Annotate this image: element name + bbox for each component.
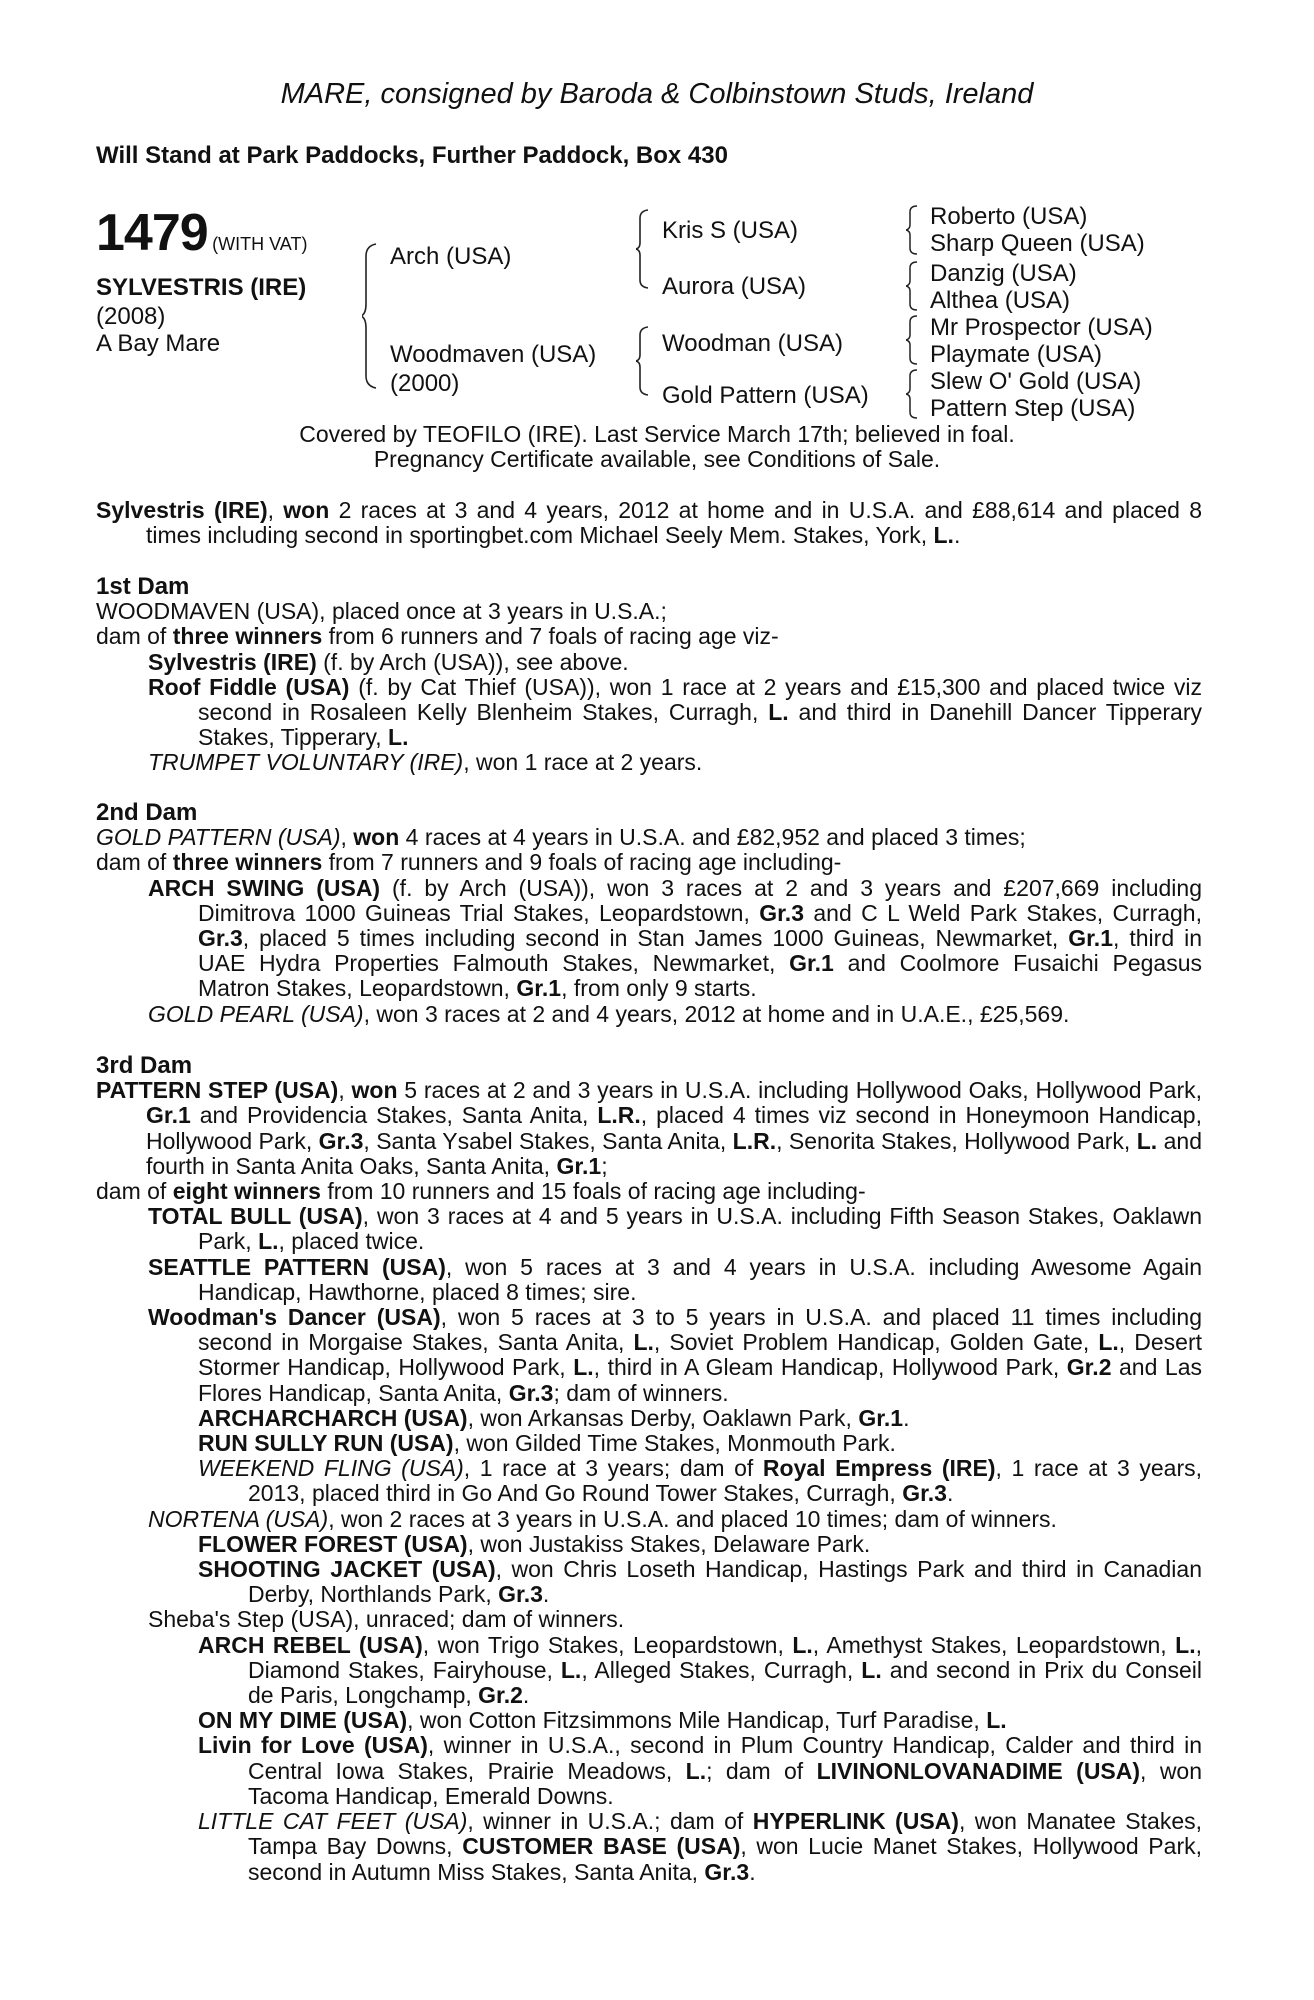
pedigree-brace-ds: [906, 314, 920, 366]
third-dam-section: [96, 1053, 1202, 1885]
produce-livin-for-love: Livin for Love (USA), winner in U.S.A., second in Plum Country Handicap, Calder and third in Central Iowa Stakes, Prairie Meadows, L.; dam of LIVINONLOVANADIME (USA), won Tacoma Handicap, Emerald Downs.: [198, 1732, 1203, 1809]
second-dam-section: [96, 800, 1202, 1027]
first-dam-produce-3: TRUMPET VOLUNTARY (IRE), won 1 race at 2 years.: [148, 749, 703, 776]
third-dam-line2: dam of eight winners from 10 runners and 15 foals of racing age including-: [96, 1178, 866, 1205]
cover-line-2: Pregnancy Certificate available, see Conditions of Sale.: [373, 446, 941, 472]
pedigree-brace-main: [362, 242, 382, 390]
pedigree-dam: Woodmaven (USA): [390, 341, 597, 368]
pedigree-dam-dam: Gold Pattern (USA): [662, 382, 869, 409]
first-dam-heading: 1st Dam: [96, 573, 190, 600]
first-dam-line2: dam of three winners from 6 runners and 7 foals of racing age viz-: [96, 623, 779, 650]
third-dam-heading: 3rd Dam: [96, 1052, 193, 1079]
first-dam-section: [96, 574, 1202, 776]
consignor-title: MARE, consigned by Baroda & Colbinstown Studs, Ireland: [280, 78, 1034, 110]
second-dam-line2: dam of three winners from 7 runners and 9 foals of racing age including-: [96, 849, 842, 876]
produce-weekend-fling: WEEKEND FLING (USA), 1 race at 3 years; dam of Royal Empress (IRE), 1 race at 3 years, 2013, placed third in Go And Go Round Tower Stakes, Curragh, Gr.3.: [198, 1455, 1202, 1507]
second-dam-produce-1: ARCH SWING (USA) (f. by Arch (USA)), won 3 races at 2 and 3 years and £207,669 including Dimitrova 1000 Guineas Trial Stakes, Leopardstown, Gr.3 and C L Weld Park Stakes, Curragh, Gr.3, placed 5 times including second in Stan James 1000 Guineas, Newmarket, Gr.1, third in UAE Hydra Properties Falmouth Stakes, Newmarket, Gr.1 and Coolmore Fusaichi Pegasus Matron Stakes, Leopardstown, Gr.1, from only 9 starts.: [148, 874, 1203, 1002]
pedigree-brace-sd: [906, 260, 920, 312]
horse-name: SYLVESTRIS (IRE): [96, 274, 307, 301]
intro-paragraph: Sylvestris (IRE), won 2 races at 3 and 4 years, 2012 at home and in U.S.A. and £88,614 and placed 8 times including second in sportingbet.com Michael Seely Mem. Stakes, York, L..: [96, 497, 1203, 549]
produce-seattle-pattern: SEATTLE PATTERN (USA), won 5 races at 3 and 4 years in U.S.A. including Awesome Again Handicap, Hawthorne, placed 8 times; sire.: [148, 1253, 1203, 1305]
intro-name: Sylvestris (IRE): [96, 497, 268, 523]
produce-woodmans-dancer: Woodman's Dancer (USA), won 5 races at 3 to 5 years in U.S.A. and placed 11 times including second in Morgaise Stakes, Santa Anita, L., Soviet Problem Handicap, Golden Gate, L., Desert Stormer Handicap, Hollywood Park, L., third in A Gleam Handicap, Hollywood Park, Gr.2 and Las Flores Handicap, Santa Anita, Gr.3; dam of winners.: [148, 1304, 1202, 1406]
produce-archarcharch: ARCHARCHARCH (USA), won Arkansas Derby, Oaklawn Park, Gr.1.: [198, 1404, 910, 1431]
produce-arch-rebel: ARCH REBEL (USA), won Trigo Stakes, Leopardstown, L., Amethyst Stakes, Leopardstown, L., Diamond Stakes, Fairyhouse, L., Alleged Stakes, Curragh, L. and second in Prix du Conseil de Paris, Longchamp, Gr.2.: [198, 1631, 1202, 1709]
stand-location: Will Stand at Park Paddocks, Further Paddock, Box 430: [96, 142, 728, 169]
horse-description: A Bay Mare: [96, 330, 221, 357]
produce-shebas-step: Sheba's Step (USA), unraced; dam of winners.: [148, 1606, 625, 1633]
pedigree-ddd: Pattern Step (USA): [930, 395, 1136, 422]
second-dam-line1: GOLD PATTERN (USA), won 4 races at 4 years in U.S.A. and £82,952 and placed 3 times;: [96, 824, 1026, 851]
produce-total-bull: TOTAL BULL (USA), won 3 races at 4 and 5 years in U.S.A. including Fifth Season Stakes, Oaklawn Park, L., placed twice.: [148, 1203, 1203, 1255]
second-dam-produce-2: GOLD PEARL (USA), won 3 races at 2 and 4 years, 2012 at home and in U.A.E., £25,569.: [148, 1000, 1070, 1027]
pedigree-dss: Mr Prospector (USA): [930, 314, 1153, 341]
second-dam-heading: 2nd Dam: [96, 799, 198, 826]
pedigree-brace-dd: [906, 368, 920, 420]
third-dam-line1: PATTERN STEP (USA), won 5 races at 2 and 3 years in U.S.A. including Hollywood Oaks, Hollywood Park, Gr.1 and Providencia Stakes, Santa Anita, L.R., placed 4 times viz second in Honeymoon Handicap, Hollywood Park, Gr.3, Santa Ysabel Stakes, Santa Anita, L.R., Senorita Stakes, Hollywood Park, L. and fourth in Santa Anita Oaks, Santa Anita, Gr.1;: [96, 1077, 1203, 1179]
pedigree-brace-dam: [636, 325, 652, 397]
lot-number: 1479: [96, 204, 208, 262]
produce-little-cat-feet: LITTLE CAT FEET (USA), winner in U.S.A.; dam of HYPERLINK (USA), won Manatee Stakes, Tampa Bay Downs, CUSTOMER BASE (USA), won Lucie Manet Stakes, Hollywood Park, second in Autumn Miss Stakes, Santa Anita, Gr.3.: [198, 1808, 1202, 1885]
pedigree-ssd: Sharp Queen (USA): [930, 230, 1145, 257]
pedigree-dam-sire: Woodman (USA): [662, 330, 843, 357]
pedigree-dsd: Playmate (USA): [930, 341, 1103, 368]
vat-note: (WITH VAT): [212, 234, 308, 254]
lot-number-line: [96, 203, 307, 263]
produce-run-sully-run: RUN SULLY RUN (USA), won Gilded Time Stakes, Monmouth Park.: [198, 1430, 896, 1457]
horse-year: (2008): [96, 303, 166, 330]
intro-grade: L.: [933, 522, 954, 549]
pedigree-sdd: Althea (USA): [930, 287, 1071, 314]
intro-won: won: [283, 497, 330, 523]
intro-end: .: [953, 522, 961, 549]
pedigree-sds: Danzig (USA): [930, 260, 1077, 287]
pedigree-sire: Arch (USA): [390, 243, 512, 270]
pedigree-sss: Roberto (USA): [930, 203, 1088, 230]
produce-nortena: NORTENA (USA), won 2 races at 3 years in U.S.A. and placed 10 times; dam of winners.: [148, 1505, 1057, 1532]
pedigree-sire-sire: Kris S (USA): [662, 217, 799, 244]
pedigree-sire-dam: Aurora (USA): [662, 273, 807, 300]
pedigree-brace-ss: [906, 204, 920, 256]
intro-text: 2 races at 3 and 4 years, 2012 at home and in U.S.A. and £88,614 and placed 8 times including second in sportingbet.com Michael Seely Mem. Stakes, York,: [146, 497, 1203, 549]
produce-shooting-jacket: SHOOTING JACKET (USA), won Chris Loseth Handicap, Hastings Park and third in Canadian Derby, Northlands Park, Gr.3.: [198, 1556, 1202, 1608]
pedigree-dds: Slew O' Gold (USA): [930, 368, 1142, 395]
produce-on-my-dime: ON MY DIME (USA), won Cotton Fitzsimmons Mile Handicap, Turf Paradise, L.: [198, 1707, 1007, 1734]
pedigree-brace-sire: [636, 208, 652, 290]
first-dam-line1: WOODMAVEN (USA), placed once at 3 years in U.S.A.;: [96, 598, 667, 625]
cover-line-1: Covered by TEOFILO (IRE). Last Service March 17th; believed in foal.: [299, 421, 1015, 447]
pedigree-dam-year: (2000): [390, 370, 460, 397]
first-dam-produce-1: Sylvestris (IRE) (f. by Arch (USA)), see above.: [148, 648, 629, 675]
first-dam-produce-2: Roof Fiddle (USA) (f. by Cat Thief (USA)), won 1 race at 2 years and £15,300 and placed twice viz second in Rosaleen Kelly Blenheim Stakes, Curragh, L. and third in Danehill Dancer Tipperary Stakes, Tipperary, L.: [148, 673, 1203, 751]
produce-flower-forest: FLOWER FOREST (USA), won Justakiss Stakes, Delaware Park.: [198, 1530, 871, 1557]
